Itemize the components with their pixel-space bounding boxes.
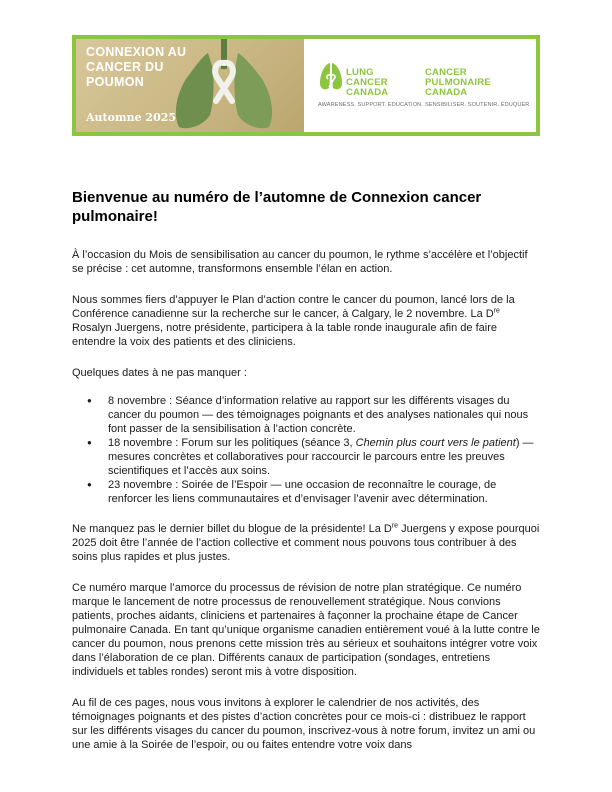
list-item: ● 18 novembre : Forum sur les politiques (séance 3, Chemin plus court vers le patient) — mesures concrètes et collaboratives pour raccourcir le parcours entre les preuves scientifiques et l’accès aux soins. bbox=[108, 436, 540, 478]
banner-season: Automne 2025 bbox=[86, 111, 177, 124]
lung-cancer-canada-logo bbox=[318, 61, 536, 119]
strategy-paragraph: Ce numéro marque l’amorce du processus de révision de notre plan stratégique. Ce numéro marque le lancement de notre processus de renouvellement stratégique. Nous convions patients, proches aidants, cliniciens et partenaires à façonner la prochaine étape de Cancer pulmonaire Canada. En tant qu’unique organisme canadien entièrement voué à la lutte contre le cancer du poumon, nous prenons cette mission très au sérieux et souhaitons intégrer votre voix dans l’élaboration de ce plan. Différents canaux de participation (sondages, entretiens individuels et tables rondes) seront mis à votre disposition. bbox=[72, 582, 540, 678]
banner-inner bbox=[76, 39, 536, 132]
logo-french-tagline: SENSIBILISER. SOUTENIR. ÉDUQUER bbox=[425, 102, 530, 108]
list-item: ● 23 novembre : Soirée de l’Espoir — une occasion de reconnaître le courage, de renforcer les liens communautaires et d’envisager l’avenir avec détermination. bbox=[108, 478, 540, 506]
article-heading: Bienvenue au numéro de l’automne de Connexion cancer pulmonaire! bbox=[72, 189, 482, 225]
lung-logo-icon bbox=[318, 61, 344, 93]
right-lung-icon bbox=[234, 53, 272, 128]
logo-english-name: LUNG CANCER CANADA bbox=[346, 67, 389, 98]
logo-english-tagline: AWARENESS. SUPPORT. EDUCATION. bbox=[318, 102, 423, 108]
article-body bbox=[72, 188, 540, 769]
blog-paragraph: Ne manquez pas le dernier billet du blogue de la présidente! La Dre Juergens y expose pourquoi 2025 doit être l’année de l’action collective et comment nous pouvons tous contribuer à des soins plus rapides et plus justes. bbox=[72, 522, 540, 563]
key-dates-list bbox=[72, 394, 540, 506]
closing-paragraph: Au fil de ces pages, nous vous invitons à explorer le calendrier de nos activités, des témoignages poignants et des pistes d’action concrètes pour ce mois-ci : distribuez le rapport sur les différents visages du cancer du poumon, inscrivez-vous à notre forum, invitez un ami ou une amie à la Soirée de l’espoir, ou ou faites entendre votre voix dans bbox=[72, 697, 536, 751]
list-item: ● 8 novembre : Séance d’information relative au rapport sur les différents visages du cancer du poumon — des témoignages poignants et des analyses nationales qui nous font passer de la sensibilisation à l’action concrète. bbox=[108, 394, 540, 436]
dates-intro: Quelques dates à ne pas manquer : bbox=[72, 367, 247, 379]
action-plan-paragraph: Nous sommes fiers d’appuyer le Plan d’action contre le cancer du poumon, lancé lors de la Conférence canadienne sur la recherche sur le cancer, à Calgary, le 2 novembre. La Dre Rosalyn Juergens, notre présidente, participera à la table ronde inaugurale afin de faire entendre la voix des patients et des cliniciens. bbox=[72, 294, 515, 348]
logo-french-name: CANCER PULMONAIRE CANADA bbox=[425, 67, 491, 98]
intro-paragraph: À l’occasion du Mois de sensibilisation au cancer du poumon, le rythme s’accélère et l’objectif se précise : cet automne, transformons ensemble l’élan en action. bbox=[72, 249, 528, 275]
newsletter-banner bbox=[72, 35, 540, 136]
banner-title: CONNEXION AU CANCER DU POUMON bbox=[86, 45, 187, 89]
banner-artwork bbox=[76, 39, 304, 132]
